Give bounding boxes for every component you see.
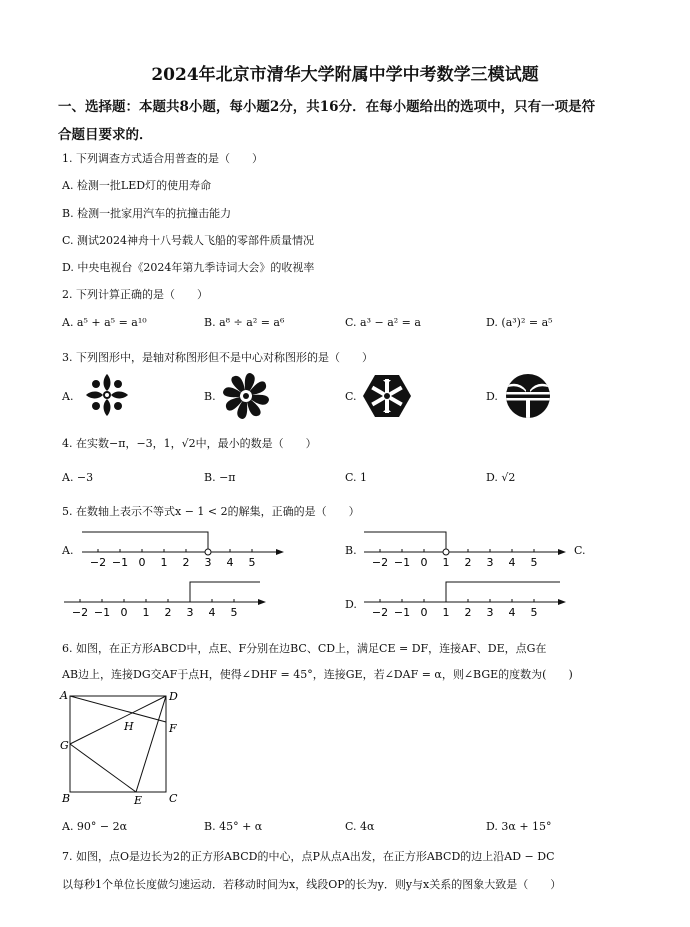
- q6-square-figure: [58, 688, 198, 810]
- tick-label: 5: [530, 556, 538, 569]
- tick-label: 4: [508, 606, 516, 619]
- tick-label: −2: [89, 556, 107, 569]
- section-heading-line1: 一、选择题：本题共8小题，每小题2分，共16分．在每小题给出的选项中，只有一项是符: [58, 99, 596, 115]
- label-a: A: [60, 689, 68, 702]
- q3-figure-b-pinwheel-icon: [222, 372, 270, 420]
- tick-label: 4: [508, 556, 516, 569]
- q3-option-a[interactable]: A.: [62, 390, 74, 403]
- q5-option-b[interactable]: B.: [345, 544, 357, 557]
- q4-option-b[interactable]: B. −π: [204, 471, 236, 484]
- q3-option-b[interactable]: B.: [204, 390, 216, 403]
- q2-option-b[interactable]: B. a⁸ ÷ a² = a⁶: [204, 316, 285, 329]
- solution-bracket: [82, 532, 208, 552]
- section-heading-line2: 合题目要求的．: [58, 127, 153, 143]
- q4-stem: 4. 在实数−π，−3，1，√2中，最小的数是（ ）: [62, 437, 317, 450]
- q6-option-a[interactable]: A. 90° − 2α: [62, 820, 128, 833]
- label-b: B: [62, 792, 71, 805]
- tick-label: 1: [442, 556, 450, 569]
- q1-stem: 1. 下列调查方式适合用普查的是（ ）: [62, 152, 263, 165]
- tick-label: 1: [442, 606, 450, 619]
- open-endpoint: [443, 549, 449, 555]
- q5-number-line-a: [78, 528, 288, 573]
- q3-stem: 3. 下列图形中，是轴对称图形但不是中心对称图形的是（ ）: [62, 351, 373, 364]
- tick-label: 3: [486, 556, 494, 569]
- q6-option-c[interactable]: C. 4α: [345, 820, 375, 833]
- axis-arrow: [258, 599, 266, 605]
- q4-option-a[interactable]: A. −3: [62, 471, 94, 484]
- tick-label: 5: [230, 606, 238, 619]
- q3-figure-a-ornament-icon: [84, 372, 130, 418]
- tick-label: −2: [371, 606, 389, 619]
- label-h: H: [124, 720, 134, 733]
- q5-number-line-d: [360, 578, 570, 623]
- label-d: D: [169, 690, 178, 703]
- q4-option-d[interactable]: D. √2: [486, 471, 516, 484]
- q6-line1: 6. 如图，在正方形ABCD中，点E、F分别在边BC、CD上，满足CE = DF，连接AF、DE，点G在: [62, 642, 547, 655]
- q2-option-c[interactable]: C. a³ − a² = a: [345, 316, 421, 329]
- tick-label: −2: [71, 606, 89, 619]
- tick-label: 4: [226, 556, 234, 569]
- q5-option-d[interactable]: D.: [345, 598, 357, 611]
- label-e: E: [134, 794, 143, 807]
- q3-figure-d-emblem-icon: [505, 373, 551, 419]
- q5-number-line-b: [360, 528, 570, 573]
- q6-line2: AB边上，连接DG交AF于点H，使得∠DHF = 45°，连接GE，若∠DAF = α，则∠BGE的度数为( ): [62, 668, 573, 681]
- tick-label: 1: [142, 606, 150, 619]
- tick-label: 1: [160, 556, 168, 569]
- tick-label: 3: [486, 606, 494, 619]
- q1-option-b[interactable]: B. 检测一批家用汽车的抗撞击能力: [62, 207, 232, 220]
- tick-label: 5: [530, 606, 538, 619]
- q3-figure-c-hexagon-icon: [362, 372, 412, 420]
- q2-option-a[interactable]: A. a⁵ + a⁵ = a¹⁰: [62, 316, 147, 329]
- q5-option-a[interactable]: A.: [62, 544, 74, 557]
- tick-label: 5: [248, 556, 256, 569]
- label-f: F: [169, 722, 177, 735]
- q4-option-c[interactable]: C. 1: [345, 471, 368, 484]
- q6-option-b[interactable]: B. 45° + α: [204, 820, 263, 833]
- solution-bracket: [364, 532, 446, 552]
- tick-label: 2: [182, 556, 190, 569]
- q2-stem: 2. 下列计算正确的是（ ）: [62, 288, 208, 301]
- solution-bracket: [190, 582, 260, 602]
- q5-stem: 5. 在数轴上表示不等式x − 1 < 2的解集，正确的是（ ）: [62, 505, 360, 518]
- axis-arrow: [558, 549, 566, 555]
- solution-bracket: [446, 582, 560, 602]
- q7-line2: 以每秒1个单位长度做匀速运动．若移动时间为x，线段OP的长为y．则y与x关系的图象大致是（ ）: [62, 878, 562, 891]
- segment-ge: [70, 744, 136, 792]
- axis-arrow: [558, 599, 566, 605]
- q3-option-d[interactable]: D.: [486, 390, 498, 403]
- tick-label: 0: [138, 556, 146, 569]
- tick-label: −2: [371, 556, 389, 569]
- segment-de: [136, 696, 166, 792]
- tick-label: 0: [120, 606, 128, 619]
- tick-label: 2: [464, 556, 472, 569]
- q2-option-d[interactable]: D. (a³)² = a⁵: [486, 316, 553, 329]
- tick-label: −1: [93, 606, 111, 619]
- q3-option-c[interactable]: C.: [345, 390, 357, 403]
- q5-number-line-c: [60, 578, 270, 623]
- q1-option-a[interactable]: A. 检测一批LED灯的使用寿命: [62, 179, 212, 192]
- tick-label: −1: [393, 606, 411, 619]
- q1-option-d[interactable]: D. 中央电视台《2024年第九季诗词大会》的收视率: [62, 261, 315, 274]
- open-endpoint: [205, 549, 211, 555]
- tick-label: 0: [420, 556, 428, 569]
- q5-option-c[interactable]: C.: [574, 544, 586, 557]
- tick-label: −1: [111, 556, 129, 569]
- q1-option-c[interactable]: C. 测试2024神舟十八号载人飞船的零部件质量情况: [62, 234, 315, 247]
- square-abcd: [70, 696, 166, 792]
- label-c: C: [169, 792, 178, 805]
- page-title: 2024年北京市清华大学附属中学中考数学三模试题: [151, 65, 539, 85]
- q6-option-d[interactable]: D. 3α + 15°: [486, 820, 552, 833]
- segment-dg: [70, 696, 166, 744]
- tick-label: 3: [204, 556, 212, 569]
- segment-af: [70, 696, 166, 722]
- axis-arrow: [276, 549, 284, 555]
- tick-label: 2: [464, 606, 472, 619]
- q7-line1: 7. 如图，点O是边长为2的正方形ABCD的中心，点P从点A出发，在正方形ABCD的边上沿AD − DC: [62, 850, 555, 863]
- tick-label: 2: [164, 606, 172, 619]
- tick-label: 3: [186, 606, 194, 619]
- tick-label: 0: [420, 606, 428, 619]
- tick-label: −1: [393, 556, 411, 569]
- label-g: G: [60, 739, 69, 752]
- tick-label: 4: [208, 606, 216, 619]
